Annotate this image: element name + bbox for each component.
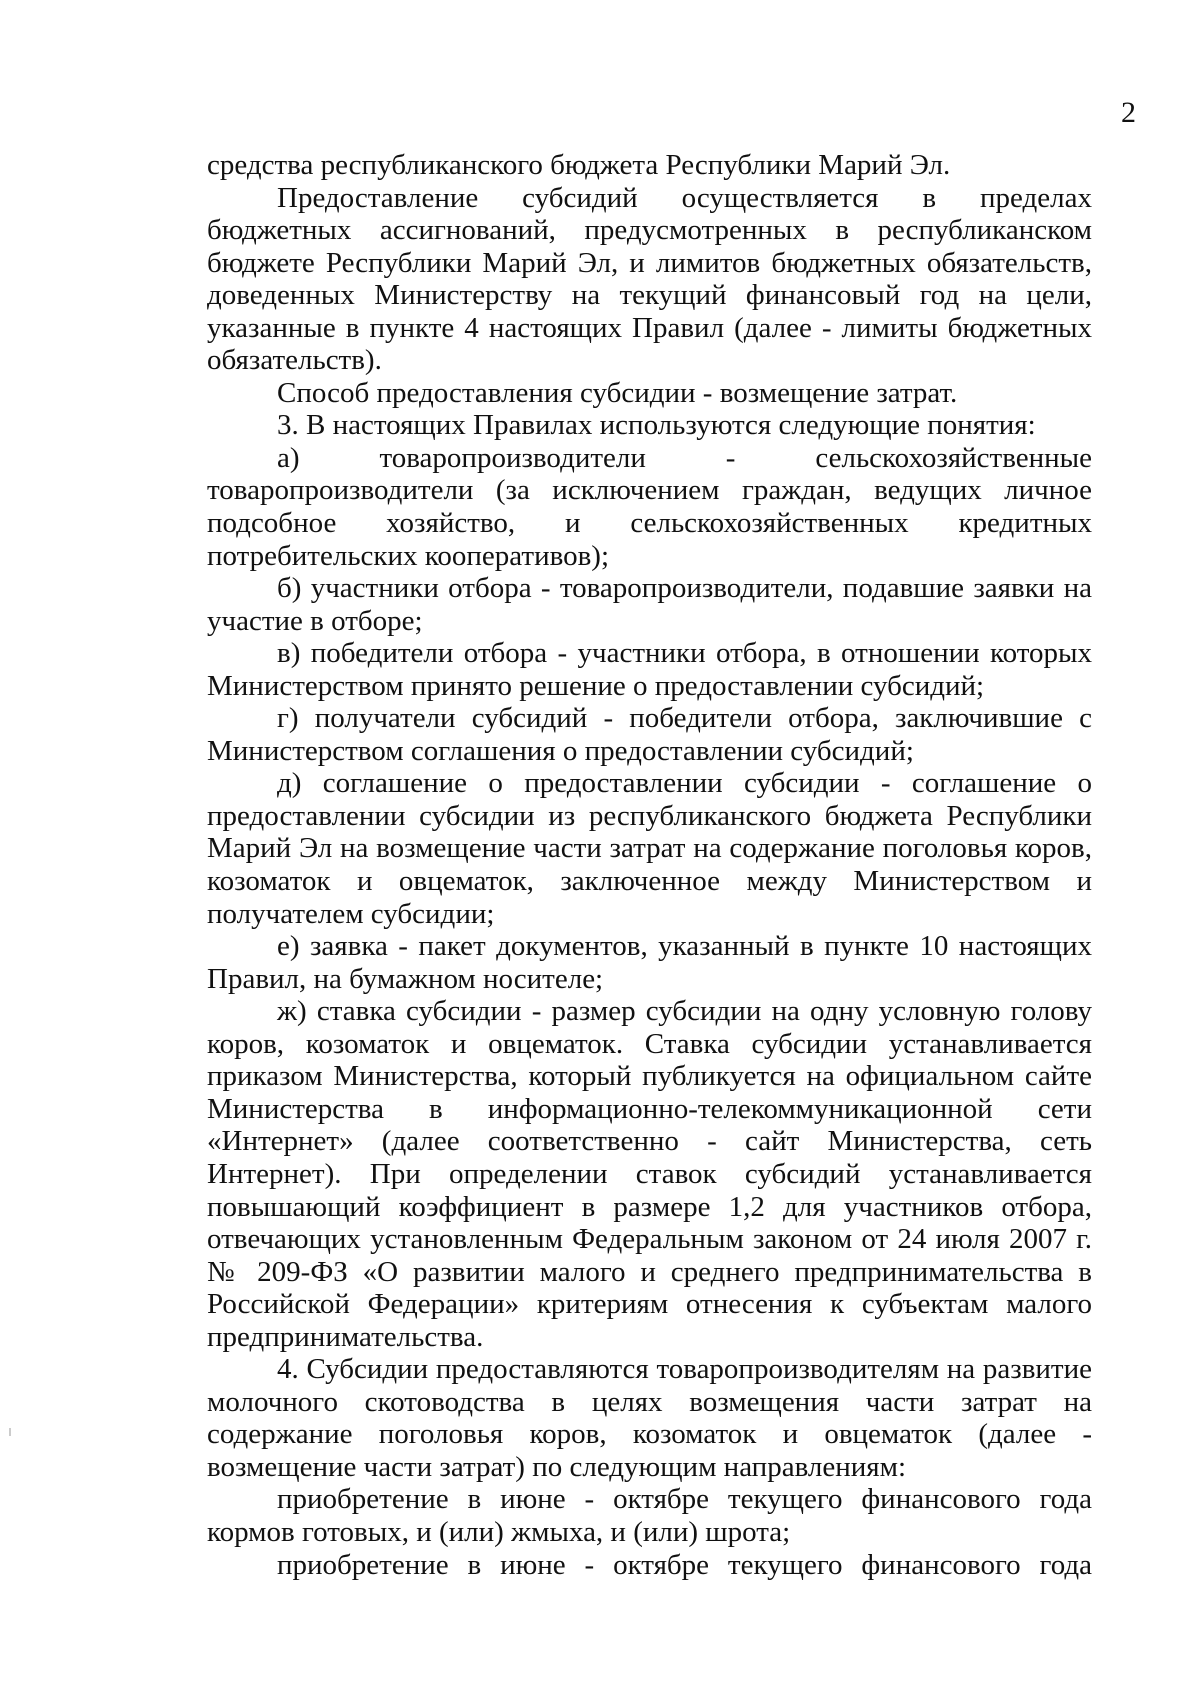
paragraph-definition-zh: ж) ставка субсидии - размер субсидии на одну условную голову коров, козоматок и овцематок. Ставка субсидии устанавливается приказом Министерства, который публикуется на официальном сайте Министерства в информационно-телекоммуникационной сети «Интернет» (далее соответственно - сайт Министерства, сеть Интернет). При определении ставок субсидий устанавливается повышающий коэффициент в размере 1,2 для участников отбора, отвечающих установленным Федеральным законом от 24 июля 2007 г. № 209-ФЗ «О развитии малого и среднего предпринимательства в Российской Федерации» критериям отнесения к субъектам малого предпринимательства. — [207, 995, 1092, 1353]
page-number: 2 — [1121, 96, 1136, 129]
paragraph-definition-g: г) получатели субсидий - победители отбора, заключившие с Министерством соглашения о предоставлении субсидий; — [207, 702, 1092, 767]
paragraph-definition-v: в) победители отбора - участники отбора, в отношении которых Министерством принято решение о предоставлении субсидий; — [207, 637, 1092, 702]
paragraph-budget-source: средства республиканского бюджета Республики Марий Эл. — [207, 149, 951, 181]
paragraph-section-4: 4. Субсидии предоставляются товаропроизводителям на развитие молочного скотоводства в целях возмещения части затрат на содержание поголовья коров, козоматок и овцематок (далее - возмещение части затрат) по следующим направлениям: — [207, 1353, 1092, 1483]
paragraph-subsidy-method: Способ предоставления субсидии - возмещение затрат. — [277, 376, 958, 409]
paragraph-definition-d: д) соглашение о предоставлении субсидии - соглашение о предоставлении субсидии из республиканского бюджета Республики Марий Эл на возмещение части затрат на содержание поголовья коров, козоматок и овцематок, заключенное между Министерством и получателем субсидии; — [207, 767, 1092, 930]
paragraph-definition-b: б) участники отбора - товаропроизводители, подавшие заявки на участие в отборе; — [207, 572, 1092, 637]
paragraph-section-3-heading: 3. В настоящих Правилах используются следующие понятия: — [277, 409, 1036, 442]
scan-margin-mark — [9, 1428, 11, 1436]
document-body — [207, 149, 1092, 1581]
paragraph-definition-e: е) заявка - пакет документов, указанный в пункте 10 настоящих Правил, на бумажном носителе; — [207, 930, 1092, 995]
paragraph-subsidy-provision: Предоставление субсидий осуществляется в пределах бюджетных ассигнований, предусмотренных в республиканском бюджете Республики Марий Эл, и лимитов бюджетных обязательств, доведенных Министерству на текущий финансовый год на цели, указанные в пункте 4 настоящих Правил (далее - лимиты бюджетных обязательств). — [207, 181, 1092, 377]
paragraph-direction-feed: приобретение в июне - октябре текущего финансового года кормов готовых, и (или) жмыха, и (или) шрота; — [207, 1483, 1092, 1548]
paragraph-definition-a: а) товаропроизводители - сельскохозяйственные товаропроизводители (за исключением граждан, ведущих личное подсобное хозяйство, и сельскохозяйственных кредитных потребительских кооперативов); — [207, 441, 1092, 572]
paragraph-direction-continued: приобретение в июне - октябре текущего финансового года — [277, 1548, 1092, 1581]
